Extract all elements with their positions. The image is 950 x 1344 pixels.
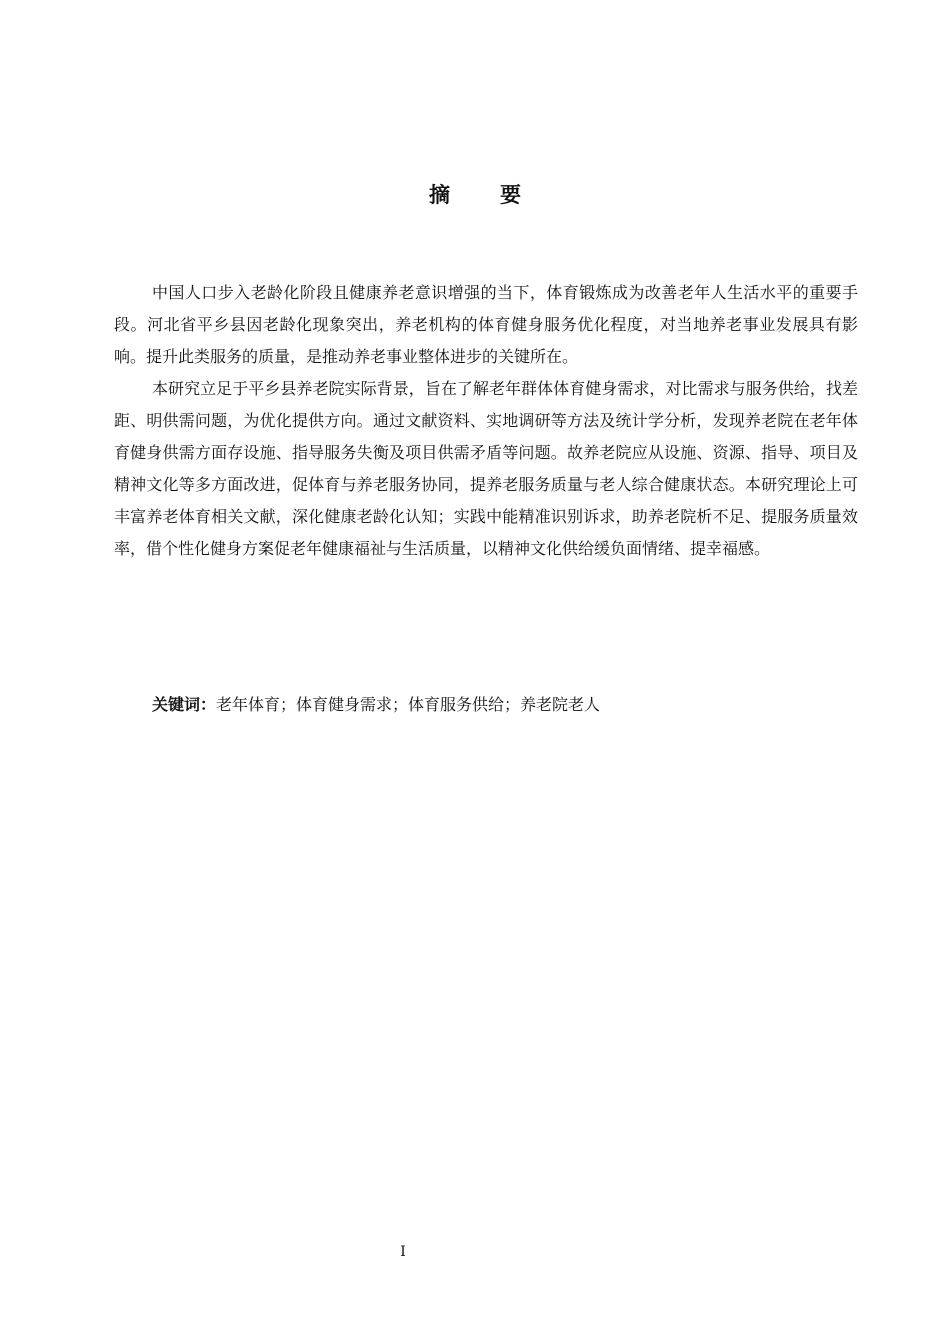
keywords-text: 老年体育；体育健身需求；体育服务供给；养老院老人 — [216, 695, 601, 714]
abstract-body — [114, 277, 858, 565]
keywords-line — [152, 689, 600, 721]
abstract-paragraph-1: 中国人口步入老龄化阶段且健康养老意识增强的当下，体育锻炼成为改善老年人生活水平的重要手段。河北省平乡县因老龄化现象突出，养老机构的体育健身服务优化程度，对当地养老事业发展具有影响。提升此类服务的质量，是推动养老事业整体进步的关键所在。 — [114, 283, 858, 366]
abstract-title: 摘要 — [429, 183, 571, 207]
keywords-label: 关键词： — [152, 695, 217, 714]
abstract-paragraph-2: 本研究立足于平乡县养老院实际背景，旨在了解老年群体体育健身需求，对比需求与服务供给，找差距、明供需问题，为优化提供方向。通过文献资料、实地调研等方法及统计学分析，发现养老院在老年体育健身供需方面存设施、指导服务失衡及项目供需矛盾等问题。故养老院应从设施、资源、指导、项目及精神文化等多方面改进，促体育与养老服务协同，提养老服务质量与老人综合健康状态。本研究理论上可丰富养老体育相关文献，深化健康老龄化认知；实践中能精准识别诉求，助养老院析不足、提服务质量效率，借个性化健身方案促老年健康福祉与生活质量，以精神文化供给缓负面情绪、提幸福感。 — [114, 379, 858, 558]
page-number: I — [400, 1244, 406, 1260]
